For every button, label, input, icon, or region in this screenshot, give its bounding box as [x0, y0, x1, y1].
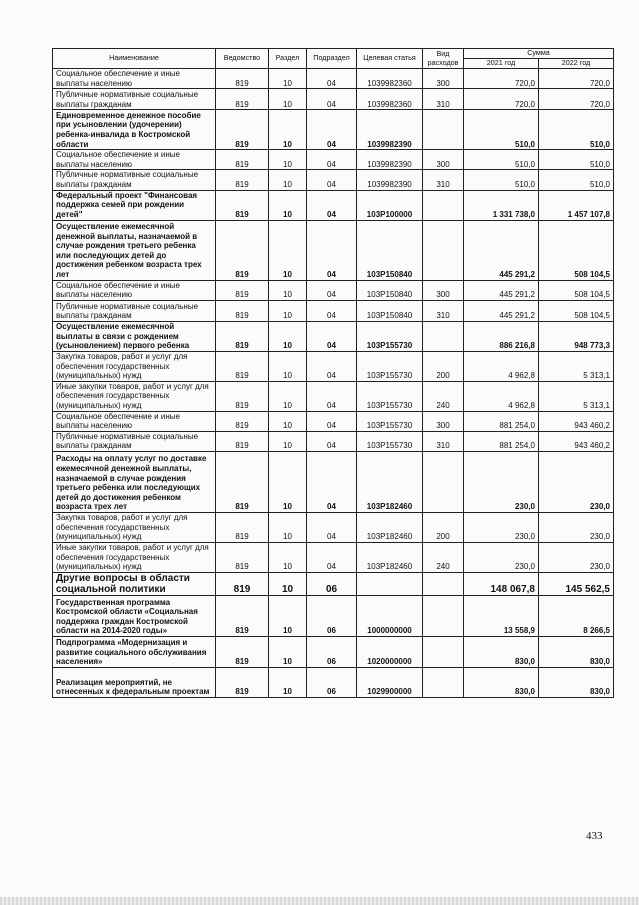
- row-target: 1039982390: [357, 170, 423, 190]
- row-expense-type: 310: [423, 431, 464, 451]
- row-section: 10: [269, 69, 307, 89]
- scan-edge: [0, 897, 639, 905]
- row-subsection: 04: [307, 321, 357, 351]
- table-row: [53, 69, 614, 89]
- row-dept: 819: [216, 381, 269, 411]
- row-name: Федеральный проект "Финансовая поддержка семей при рождении детей": [53, 190, 216, 220]
- row-target: 1029900000: [357, 667, 423, 697]
- row-dept: 819: [216, 321, 269, 351]
- row-dept: 819: [216, 411, 269, 431]
- row-subsection: 04: [307, 411, 357, 431]
- row-section: 10: [269, 110, 307, 150]
- row-section: 10: [269, 89, 307, 110]
- row-subsection: 04: [307, 300, 357, 321]
- row-subsection: 06: [307, 572, 357, 595]
- table-row: [53, 542, 614, 572]
- row-sum-2022: 510,0: [539, 110, 614, 150]
- row-section: 10: [269, 280, 307, 300]
- header-expense-type: Вид расходов: [423, 49, 464, 69]
- row-section: 10: [269, 542, 307, 572]
- row-subsection: 04: [307, 381, 357, 411]
- row-sum-2022: 943 460,2: [539, 411, 614, 431]
- row-dept: 819: [216, 451, 269, 512]
- row-dept: 819: [216, 110, 269, 150]
- row-expense-type: 240: [423, 542, 464, 572]
- row-dept: 819: [216, 170, 269, 190]
- row-dept: 819: [216, 150, 269, 170]
- row-sum-2021: 445 291,2: [464, 300, 539, 321]
- table-row: [53, 431, 614, 451]
- row-sum-2022: 510,0: [539, 170, 614, 190]
- row-expense-type: 200: [423, 512, 464, 542]
- table-header: [53, 49, 614, 69]
- row-name: Реализация мероприятий, не отнесенных к федеральным проектам: [53, 667, 216, 697]
- row-expense-type: 310: [423, 89, 464, 110]
- row-sum-2021: 720,0: [464, 89, 539, 110]
- row-dept: 819: [216, 667, 269, 697]
- row-subsection: 04: [307, 89, 357, 110]
- row-subsection: 04: [307, 351, 357, 381]
- row-name: Единовременное денежное пособие при усыновлении (удочерении) ребенка-инвалида в Костромской области: [53, 110, 216, 150]
- table-body: [53, 69, 614, 698]
- row-target: 1020000000: [357, 636, 423, 667]
- row-dept: 819: [216, 190, 269, 220]
- row-section: 10: [269, 451, 307, 512]
- row-subsection: 04: [307, 110, 357, 150]
- row-sum-2022: 230,0: [539, 451, 614, 512]
- row-section: 10: [269, 190, 307, 220]
- row-sum-2021: 1 331 738,0: [464, 190, 539, 220]
- table-row: [53, 321, 614, 351]
- row-section: 10: [269, 411, 307, 431]
- row-sum-2021: 230,0: [464, 512, 539, 542]
- row-sum-2022: 145 562,5: [539, 572, 614, 595]
- row-sum-2021: 445 291,2: [464, 220, 539, 280]
- row-target: 1039982360: [357, 89, 423, 110]
- row-target: 103P155730: [357, 411, 423, 431]
- row-subsection: 04: [307, 431, 357, 451]
- row-sum-2021: 881 254,0: [464, 411, 539, 431]
- row-name: Публичные нормативные социальные выплаты гражданам: [53, 170, 216, 190]
- row-name: Государственная программа Костромской области «Социальная поддержка граждан Костромской области на 2014-2020 годы»: [53, 595, 216, 636]
- row-dept: 819: [216, 431, 269, 451]
- row-name: Закупка товаров, работ и услуг для обеспечения государственных (муниципальных) нужд: [53, 351, 216, 381]
- row-sum-2022: 943 460,2: [539, 431, 614, 451]
- row-subsection: 06: [307, 595, 357, 636]
- row-expense-type: 310: [423, 170, 464, 190]
- row-dept: 819: [216, 69, 269, 89]
- row-dept: 819: [216, 636, 269, 667]
- row-sum-2022: 510,0: [539, 150, 614, 170]
- row-sum-2021: 830,0: [464, 636, 539, 667]
- row-section: 10: [269, 431, 307, 451]
- table-row: [53, 512, 614, 542]
- row-expense-type: 240: [423, 381, 464, 411]
- row-target: 1039982390: [357, 110, 423, 150]
- row-sum-2022: 508 104,5: [539, 220, 614, 280]
- row-name: Социальное обеспечение и иные выплаты населению: [53, 280, 216, 300]
- row-target: 1039982360: [357, 69, 423, 89]
- row-name: Подпрограмма «Модернизация и развитие социального обслуживания населения»: [53, 636, 216, 667]
- table-row: [53, 150, 614, 170]
- row-sum-2021: 148 067,8: [464, 572, 539, 595]
- table-row: [53, 280, 614, 300]
- row-dept: 819: [216, 512, 269, 542]
- row-sum-2021: 830,0: [464, 667, 539, 697]
- header-name: Наименование: [53, 49, 216, 69]
- row-target: 103P150840: [357, 220, 423, 280]
- row-dept: 819: [216, 89, 269, 110]
- row-section: 10: [269, 300, 307, 321]
- row-expense-type: 300: [423, 69, 464, 89]
- row-target: 103P100000: [357, 190, 423, 220]
- header-year-2022: 2022 год: [539, 59, 614, 69]
- table-row: [53, 89, 614, 110]
- row-sum-2022: 830,0: [539, 667, 614, 697]
- row-target: [357, 572, 423, 595]
- row-sum-2022: 5 313,1: [539, 351, 614, 381]
- row-section: 10: [269, 667, 307, 697]
- row-name: Осуществление ежемесячной денежной выплаты, назначаемой в случае рождения третьего ребенка или последующих детей до достижения ребенком возраста трех лет: [53, 220, 216, 280]
- row-name: Осуществление ежемесячной выплаты в связи с рождением (усыновлением) первого ребенка: [53, 321, 216, 351]
- row-sum-2022: 830,0: [539, 636, 614, 667]
- row-target: 103P150840: [357, 300, 423, 321]
- row-target: 103P155730: [357, 321, 423, 351]
- row-subsection: 04: [307, 542, 357, 572]
- row-section: 10: [269, 381, 307, 411]
- row-expense-type: [423, 190, 464, 220]
- row-expense-type: [423, 321, 464, 351]
- table-row: [53, 300, 614, 321]
- row-subsection: 04: [307, 451, 357, 512]
- header-subsection: Подраздел: [307, 49, 357, 69]
- row-dept: 819: [216, 595, 269, 636]
- header-target: Целевая статья: [357, 49, 423, 69]
- table-row: [53, 351, 614, 381]
- row-target: 103P155730: [357, 351, 423, 381]
- table-row: [53, 170, 614, 190]
- row-name: Публичные нормативные социальные выплаты гражданам: [53, 300, 216, 321]
- row-name: Социальное обеспечение и иные выплаты населению: [53, 69, 216, 89]
- row-expense-type: [423, 572, 464, 595]
- row-section: 10: [269, 572, 307, 595]
- row-expense-type: 300: [423, 150, 464, 170]
- row-sum-2022: 508 104,5: [539, 280, 614, 300]
- row-sum-2021: 510,0: [464, 170, 539, 190]
- row-section: 10: [269, 150, 307, 170]
- row-dept: 819: [216, 572, 269, 595]
- row-subsection: 06: [307, 636, 357, 667]
- row-sum-2021: 4 962,8: [464, 381, 539, 411]
- row-name: Публичные нормативные социальные выплаты гражданам: [53, 89, 216, 110]
- row-sum-2021: 13 558,9: [464, 595, 539, 636]
- row-expense-type: [423, 595, 464, 636]
- row-target: 103P155730: [357, 381, 423, 411]
- row-section: 10: [269, 595, 307, 636]
- row-name: Иные закупки товаров, работ и услуг для обеспечения государственных (муниципальных) нужд: [53, 542, 216, 572]
- table-row: [53, 636, 614, 667]
- row-name: Закупка товаров, работ и услуг для обеспечения государственных (муниципальных) нужд: [53, 512, 216, 542]
- row-expense-type: [423, 451, 464, 512]
- row-section: 10: [269, 170, 307, 190]
- header-year-2021: 2021 год: [464, 59, 539, 69]
- row-subsection: 06: [307, 667, 357, 697]
- row-name: Иные закупки товаров, работ и услуг для обеспечения государственных (муниципальных) нужд: [53, 381, 216, 411]
- table-row: [53, 190, 614, 220]
- row-section: 10: [269, 512, 307, 542]
- row-expense-type: [423, 636, 464, 667]
- row-expense-type: 300: [423, 411, 464, 431]
- header-sum: Сумма: [464, 49, 614, 59]
- row-name: Другие вопросы в области социальной политики: [53, 572, 216, 595]
- header-section: Раздел: [269, 49, 307, 69]
- row-target: 103P182460: [357, 542, 423, 572]
- row-sum-2022: 5 313,1: [539, 381, 614, 411]
- table-row: [53, 381, 614, 411]
- row-expense-type: [423, 667, 464, 697]
- row-sum-2021: 230,0: [464, 451, 539, 512]
- row-name: Публичные нормативные социальные выплаты гражданам: [53, 431, 216, 451]
- row-section: 10: [269, 321, 307, 351]
- page-number: 433: [586, 830, 603, 842]
- table-row: [53, 667, 614, 697]
- row-sum-2022: 8 266,5: [539, 595, 614, 636]
- row-target: 103P150840: [357, 280, 423, 300]
- table-row: [53, 595, 614, 636]
- row-target: 103P155730: [357, 431, 423, 451]
- row-expense-type: [423, 110, 464, 150]
- header-dept: Ведомство: [216, 49, 269, 69]
- row-section: 10: [269, 351, 307, 381]
- table-row: [53, 411, 614, 431]
- row-name: Социальное обеспечение и иные выплаты населению: [53, 150, 216, 170]
- row-name: Расходы на оплату услуг по доставке ежемесячной денежной выплаты, назначаемой в случае рождения третьего ребенка или последующих детей до достижения ребенком возраста трех лет: [53, 451, 216, 512]
- row-section: 10: [269, 220, 307, 280]
- row-target: 1039982390: [357, 150, 423, 170]
- row-dept: 819: [216, 300, 269, 321]
- row-sum-2022: 948 773,3: [539, 321, 614, 351]
- row-dept: 819: [216, 280, 269, 300]
- row-target: 103P182460: [357, 512, 423, 542]
- row-target: 1000000000: [357, 595, 423, 636]
- row-section: 10: [269, 636, 307, 667]
- row-dept: 819: [216, 351, 269, 381]
- row-sum-2022: 230,0: [539, 512, 614, 542]
- row-subsection: 04: [307, 280, 357, 300]
- row-sum-2021: 510,0: [464, 110, 539, 150]
- row-dept: 819: [216, 542, 269, 572]
- row-expense-type: 310: [423, 300, 464, 321]
- row-dept: 819: [216, 220, 269, 280]
- row-subsection: 04: [307, 220, 357, 280]
- row-subsection: 04: [307, 150, 357, 170]
- row-expense-type: 300: [423, 280, 464, 300]
- row-subsection: 04: [307, 190, 357, 220]
- row-subsection: 04: [307, 512, 357, 542]
- row-sum-2021: 881 254,0: [464, 431, 539, 451]
- table-row: [53, 451, 614, 512]
- row-sum-2022: 720,0: [539, 69, 614, 89]
- row-sum-2021: 510,0: [464, 150, 539, 170]
- row-target: 103P182460: [357, 451, 423, 512]
- row-sum-2021: 4 962,8: [464, 351, 539, 381]
- row-sum-2022: 1 457 107,8: [539, 190, 614, 220]
- table-row: [53, 572, 614, 595]
- row-expense-type: [423, 220, 464, 280]
- row-sum-2022: 720,0: [539, 89, 614, 110]
- table-row: [53, 110, 614, 150]
- row-sum-2021: 720,0: [464, 69, 539, 89]
- row-sum-2022: 508 104,5: [539, 300, 614, 321]
- row-sum-2022: 230,0: [539, 542, 614, 572]
- row-expense-type: 200: [423, 351, 464, 381]
- row-sum-2021: 445 291,2: [464, 280, 539, 300]
- row-name: Социальное обеспечение и иные выплаты населению: [53, 411, 216, 431]
- table-row: [53, 220, 614, 280]
- row-subsection: 04: [307, 170, 357, 190]
- row-subsection: 04: [307, 69, 357, 89]
- row-sum-2021: 230,0: [464, 542, 539, 572]
- row-sum-2021: 886 216,8: [464, 321, 539, 351]
- budget-table: [52, 48, 614, 698]
